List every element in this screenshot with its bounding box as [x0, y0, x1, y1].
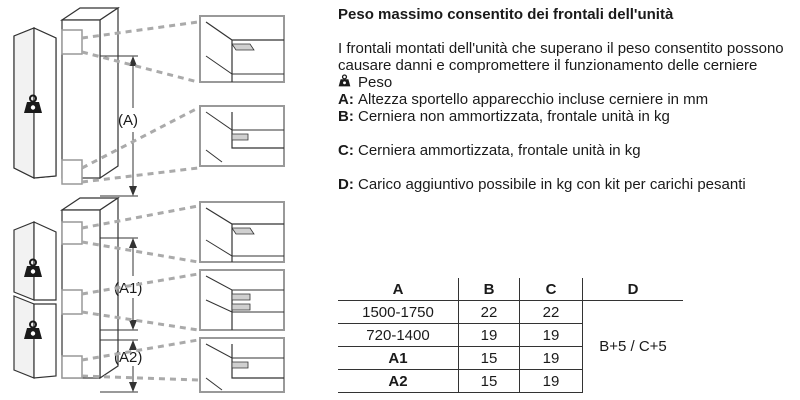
legend-key-c: C:: [338, 142, 354, 159]
label-a1: (A1): [114, 280, 143, 297]
appliance-double-door: [14, 198, 118, 378]
cell-c: 22: [520, 301, 583, 324]
legend-text-weight: Peso: [358, 74, 393, 91]
legend-item-b: [338, 108, 796, 125]
cell-b: 15: [459, 347, 520, 370]
cell-a: 1500-1750: [338, 301, 459, 324]
header-b: B: [459, 278, 520, 301]
cell-c: 19: [520, 324, 583, 347]
header-d: D: [583, 278, 684, 301]
legend-key-d: D:: [338, 176, 354, 193]
cell-b: 22: [459, 301, 520, 324]
legend-text-c: Cerniera ammortizzata, frontale unità in kg: [358, 142, 641, 159]
table-row: [338, 301, 683, 324]
section-title: Peso massimo consentito dei frontali dell'unità: [338, 6, 674, 23]
weight-table: [338, 278, 683, 393]
cell-a: 720-1400: [338, 324, 459, 347]
hinge-detail-1: [200, 16, 284, 82]
installation-diagram: [0, 0, 330, 400]
intro-text: I frontali montati dell'unità che superano il peso consentito possono causare danni e compromettere il funzionamento delle cerniere: [338, 40, 784, 74]
cell-b: 15: [459, 370, 520, 393]
cell-a: A1: [338, 347, 459, 370]
legend-key-b: B:: [338, 108, 354, 125]
legend-key-a: A:: [338, 91, 354, 108]
header-c: C: [520, 278, 583, 301]
hinge-detail-4: [200, 270, 284, 330]
header-a: A: [338, 278, 459, 301]
legend-item-c: [338, 142, 796, 159]
legend-text-a: Altezza sportello apparecchio incluse cerniere in mm: [358, 91, 709, 108]
label-a2: (A2): [114, 349, 143, 366]
cell-a: A2: [338, 370, 459, 393]
hinge-detail-5: [200, 338, 284, 392]
hinge-detail-3: [200, 202, 284, 262]
legend-item-a: [338, 91, 796, 108]
legend-text-b: Cerniera non ammortizzata, frontale unità in kg: [358, 108, 670, 125]
hinge-detail-2: [200, 106, 284, 166]
table-header-row: [338, 278, 683, 301]
label-a: (A): [118, 112, 138, 129]
cell-c: 19: [520, 370, 583, 393]
legend-text-d: Carico aggiuntivo possibile in kg con kit per carichi pesanti: [358, 176, 746, 193]
legend-item-d: [338, 176, 796, 193]
cell-d: B+5 / C+5: [599, 338, 667, 356]
cell-b: 19: [459, 324, 520, 347]
weight-icon: [338, 74, 358, 87]
cell-c: 19: [520, 347, 583, 370]
info-panel: [338, 6, 796, 193]
legend-item-weight: [338, 74, 796, 91]
